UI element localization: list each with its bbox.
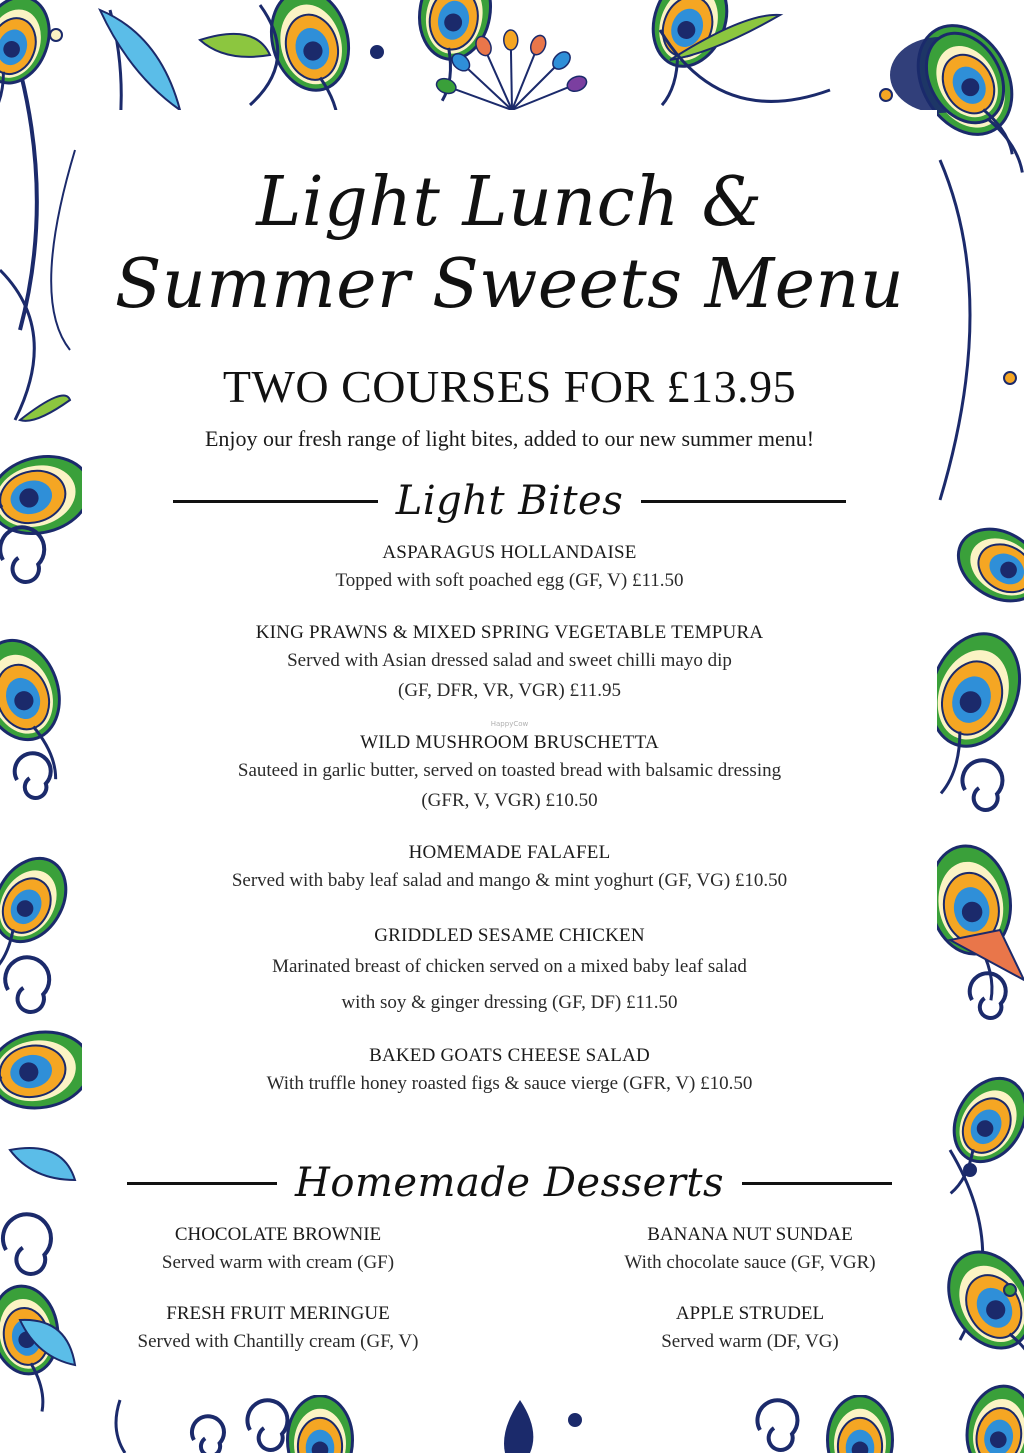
menu-item-desc: Marinated breast of chicken served on a mixed baby leaf salad <box>272 956 747 977</box>
menu-item-name: BAKED GOATS CHEESE SALAD <box>369 1045 650 1066</box>
peacock-feather-icon <box>288 1396 353 1453</box>
menu-subline: Enjoy our fresh range of light bites, added to our new summer menu! <box>204 426 815 451</box>
desserts-heading <box>82 1160 937 1206</box>
menu-item-desc: (GFR, V, VGR) £10.50 <box>421 790 598 811</box>
peacock-feather-icon <box>945 515 1024 635</box>
menu-panel <box>82 110 937 1395</box>
swirl-ornament <box>970 973 1006 1018</box>
bead-ornament <box>880 89 892 101</box>
dessert-item <box>98 1301 458 1357</box>
crest-bead-ornament <box>434 76 458 96</box>
dessert-name: CHOCOLATE BROWNIE <box>174 1224 382 1245</box>
menu-item <box>82 1043 937 1099</box>
dessert-item <box>570 1222 930 1278</box>
bead-ornament <box>569 1414 581 1426</box>
curve-ornament <box>116 1400 125 1453</box>
menu-item <box>82 840 937 896</box>
dessert-desc: Served with Chantilly cream (GF, V) <box>137 1331 419 1352</box>
menu-title-line2: Summer Sweets Menu <box>114 245 905 324</box>
peacock-feather-icon <box>954 1381 1024 1453</box>
heading-rule-right <box>742 1182 892 1185</box>
menu-item-name: GRIDDLED SESAME CHICKEN <box>374 925 645 946</box>
menu-item-desc: Topped with soft poached egg (GF, V) £11.50 <box>335 570 684 591</box>
dessert-desc: Served warm (DF, VG) <box>661 1331 839 1352</box>
swirl-ornament <box>247 1400 287 1450</box>
light-bites-heading <box>82 478 937 524</box>
peacock-feather-icon <box>0 845 80 988</box>
drop-ornament <box>504 1400 533 1453</box>
menu-title-line1: Light Lunch & <box>256 163 763 242</box>
price-headline: TWO COURSES FOR £13.95 <box>222 361 797 412</box>
menu-item <box>82 620 937 706</box>
menu-item-desc: with soy & ginger dressing (GF, DF) £11.50 <box>341 992 678 1013</box>
peacock-feather-icon <box>828 1396 893 1453</box>
menu-item-name: HOMEMADE FALAFEL <box>408 842 611 863</box>
bead-ornament <box>1004 1284 1016 1296</box>
menu-item <box>82 923 937 1021</box>
leaf-ornament <box>20 396 70 421</box>
bead-ornament <box>371 46 383 58</box>
menu-item-name: ASPARAGUS HOLLANDAISE <box>382 542 637 563</box>
dessert-desc: Served warm with cream (GF) <box>161 1252 395 1273</box>
swirl-ornament <box>192 1416 224 1453</box>
menu-item-desc: With truffle honey roasted figs & sauce vierge (GFR, V) £10.50 <box>266 1073 753 1094</box>
dessert-item <box>98 1222 458 1278</box>
swirl-ornament <box>0 527 44 582</box>
crest-bead-ornament <box>565 74 589 94</box>
menu-item-desc: Served with baby leaf salad and mango & mint yoghurt (GF, VG) £10.50 <box>231 870 788 891</box>
light-bites-heading-label: Light Bites <box>395 478 624 524</box>
bead-ornament <box>50 29 62 41</box>
swirl-ornament <box>15 753 51 798</box>
menu-item <box>82 730 937 816</box>
menu-item-name: WILD MUSHROOM BRUSCHETTA <box>360 732 659 753</box>
leaf-ornament <box>100 10 180 110</box>
leaf-ornament <box>10 1148 75 1180</box>
dessert-name: APPLE STRUDEL <box>675 1303 825 1324</box>
bead-ornament <box>1004 372 1016 384</box>
heading-rule-left <box>173 500 378 503</box>
menu-item <box>82 540 937 596</box>
crest-bead-ornament <box>504 30 518 50</box>
watermark: HappyCow <box>490 720 529 728</box>
menu-item-name: KING PRAWNS & MIXED SPRING VEGETABLE TEMPURA <box>255 622 764 643</box>
curve-ornament <box>940 160 970 500</box>
leaf-ornament <box>200 34 270 57</box>
crest-bead-ornament <box>528 33 548 57</box>
bead-ornament <box>964 1164 976 1176</box>
heading-rule-right <box>641 500 846 503</box>
dessert-name: FRESH FRUIT MERINGUE <box>166 1303 390 1324</box>
desserts-heading-label: Homemade Desserts <box>294 1160 725 1206</box>
menu-item-desc: Sauteed in garlic butter, served on toasted bread with balsamic dressing <box>237 760 782 781</box>
dessert-item <box>570 1301 930 1357</box>
dessert-desc: With chocolate sauce (GF, VGR) <box>624 1252 876 1273</box>
curve-ornament <box>51 150 75 350</box>
menu-item-desc: Served with Asian dressed salad and sweet chilli mayo dip <box>287 650 732 671</box>
peacock-feather-icon <box>932 1237 1024 1402</box>
swirl-ornament <box>962 760 1002 810</box>
dessert-name: BANANA NUT SUNDAE <box>647 1224 853 1245</box>
swirl-ornament <box>757 1400 797 1450</box>
menu-item-desc: (GF, DFR, VR, VGR) £11.95 <box>398 680 621 701</box>
swirl-ornament <box>5 957 49 1012</box>
swirl-ornament <box>3 1214 51 1274</box>
heading-rule-left <box>127 1182 277 1185</box>
